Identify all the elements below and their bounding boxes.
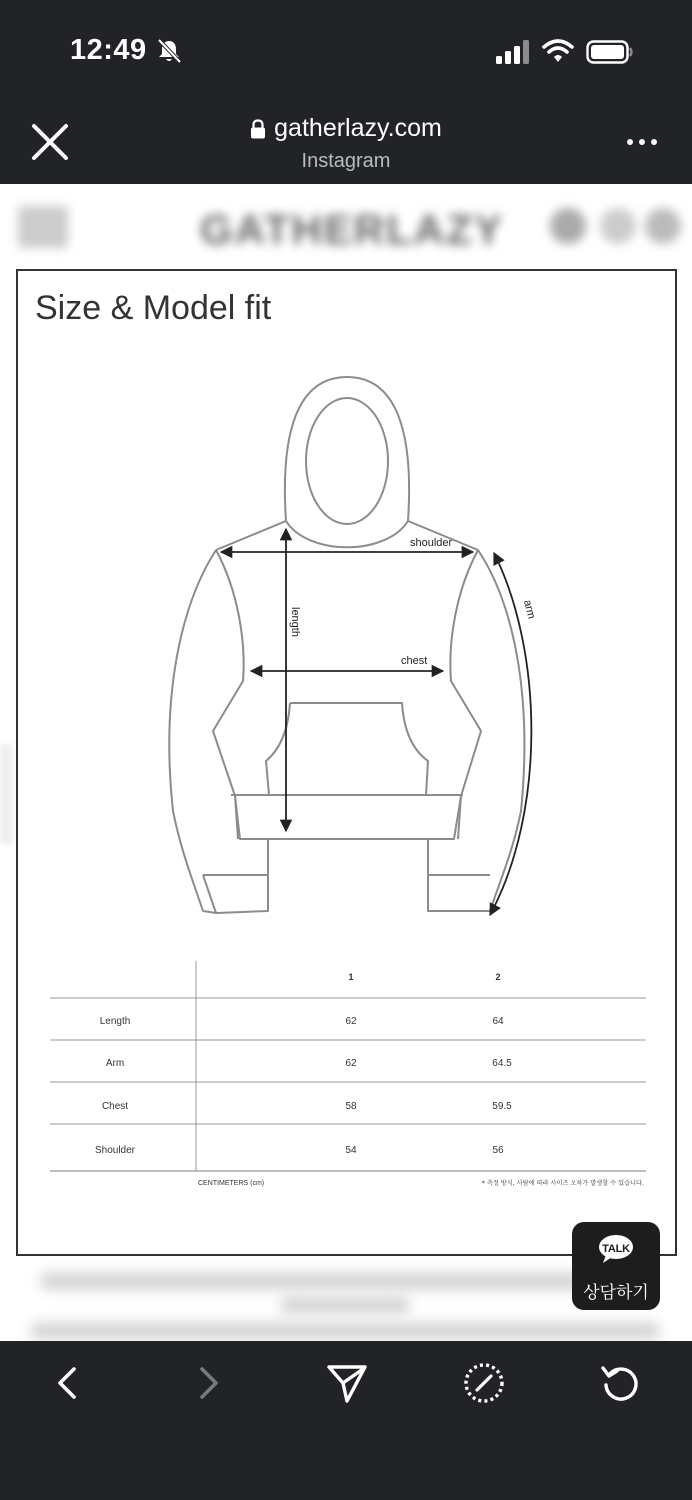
wifi-icon xyxy=(542,38,574,64)
blurred-description xyxy=(40,1272,650,1290)
bell-slash-icon xyxy=(156,38,182,64)
search-icon xyxy=(550,208,586,244)
table-cell: 62 xyxy=(345,1058,357,1069)
more-icon[interactable] xyxy=(622,128,662,156)
safari-icon[interactable] xyxy=(462,1361,506,1405)
table-cell: 58 xyxy=(345,1101,357,1112)
kakao-talk-chat-button[interactable] xyxy=(572,1222,660,1310)
blurred-description xyxy=(280,1296,410,1314)
site-logo: GATHERLAZY xyxy=(200,206,504,253)
row-label: Length xyxy=(99,1016,131,1027)
arm-label: arm xyxy=(521,598,538,621)
size-chart-image xyxy=(16,269,677,1256)
col-header-1: 1 xyxy=(348,972,354,982)
web-content[interactable] xyxy=(0,184,692,1341)
battery-icon xyxy=(586,40,634,64)
browser-header xyxy=(0,100,692,184)
hoodie-diagram xyxy=(18,271,679,1258)
row-label: Shoulder xyxy=(94,1145,136,1156)
table-cell: 54 xyxy=(345,1145,357,1156)
source-app-label: Instagram xyxy=(301,150,391,172)
size-table xyxy=(50,961,646,1187)
table-cell: 56 xyxy=(492,1145,504,1156)
blurred-edge xyxy=(0,744,12,844)
table-cell: 64 xyxy=(492,1016,504,1027)
signal-icon xyxy=(496,40,530,64)
blurred-description xyxy=(30,1322,660,1340)
col-header-2: 2 xyxy=(495,972,501,982)
table-cell: 64.5 xyxy=(492,1058,512,1069)
talk-badge-text: TALK xyxy=(602,1243,630,1255)
measurement-footnote: * 측정 방식, 사람에 따라 사이즈 오차가 발생할 수 있습니다. xyxy=(481,1180,644,1187)
table-cell: 62 xyxy=(345,1016,357,1027)
blurred-site-header xyxy=(0,184,692,270)
row-label: Chest xyxy=(101,1101,129,1112)
cart-icon xyxy=(645,208,681,244)
menu-icon xyxy=(18,206,68,248)
status-bar xyxy=(0,0,692,100)
forward-icon[interactable] xyxy=(186,1361,230,1405)
table-cell: 59.5 xyxy=(492,1101,512,1112)
reload-icon[interactable] xyxy=(598,1361,642,1405)
lock-icon xyxy=(250,119,266,139)
row-label: Arm xyxy=(105,1058,125,1069)
share-icon[interactable] xyxy=(325,1361,369,1405)
chest-label: chest xyxy=(401,655,428,667)
page-title: Size & Model fit xyxy=(35,289,272,327)
unit-note: CENTIMETERS (cm) xyxy=(198,1180,265,1187)
talk-button-label: 상담하기 xyxy=(583,1283,649,1303)
length-label: length xyxy=(289,607,301,637)
url-area[interactable] xyxy=(0,114,692,144)
url-text: gatherlazy.com xyxy=(274,114,442,142)
browser-toolbar xyxy=(0,1341,692,1500)
status-time: 12:49 xyxy=(70,34,147,66)
user-icon xyxy=(600,208,636,244)
back-icon[interactable] xyxy=(46,1361,90,1405)
shoulder-label: shoulder xyxy=(410,537,453,549)
